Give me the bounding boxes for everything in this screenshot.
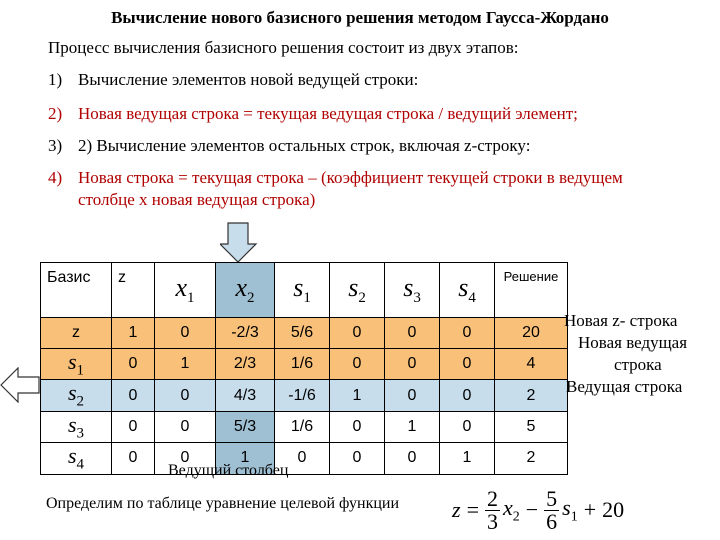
- row-basis: $s_4$: [41, 443, 112, 474]
- table-cell: 1: [440, 443, 495, 474]
- table-cell: 1: [385, 411, 440, 442]
- step-4-continuation: столбце х новая ведущая строка): [78, 190, 316, 209]
- step-2-number: 2): [48, 104, 63, 123]
- label-new-leading-row-1: Новая ведущая: [578, 333, 688, 352]
- header-x2: $x_2$: [216, 263, 275, 318]
- eq-z: z: [452, 497, 461, 522]
- header-s1: $s_1$: [275, 263, 330, 318]
- table-cell: 0: [385, 443, 440, 474]
- table-header-row: [41, 263, 568, 318]
- row-basis: z: [41, 318, 112, 349]
- table-cell: 0: [385, 318, 440, 349]
- table-cell: 1: [112, 318, 155, 349]
- page-title: Вычисление нового базисного решения методом Гаусса-Жордано: [111, 8, 609, 27]
- table-cell: 2: [495, 443, 568, 474]
- table-cell: 1: [155, 349, 216, 380]
- table-cell: 0: [112, 380, 155, 411]
- table-cell: 1: [330, 380, 385, 411]
- table-cell: -1/6: [275, 380, 330, 411]
- table-cell: 2/3: [216, 349, 275, 380]
- objective-equation: [452, 482, 624, 538]
- table-cell: 0: [330, 349, 385, 380]
- header-s2: $s_2$: [330, 263, 385, 318]
- header-s4: $s_4$: [440, 263, 495, 318]
- table-cell: 20: [495, 318, 568, 349]
- eq-plus: +: [583, 497, 597, 522]
- table-cell: 0: [112, 349, 155, 380]
- table-cell: 0: [330, 411, 385, 442]
- leading-column-label: Ведущий столбец: [168, 462, 289, 479]
- header-basis: Базис: [41, 263, 112, 318]
- table-row: [41, 349, 568, 380]
- fraction-1: $\frac{2}{3}$: [486, 485, 498, 534]
- step-4: [48, 168, 623, 188]
- table-cell: 0: [155, 411, 216, 442]
- table-cell: 0: [275, 443, 330, 474]
- table-cell: 5/6: [275, 318, 330, 349]
- step-1-number: 1): [48, 70, 63, 89]
- eq-equals: =: [466, 497, 479, 522]
- label-new-leading-row-2: строка: [614, 355, 662, 374]
- table-cell: 0: [112, 443, 155, 474]
- arrow-left-icon: [0, 367, 40, 403]
- table-cell: 5/3: [216, 411, 275, 442]
- step-4-number: 4): [48, 168, 63, 187]
- table-cell: 1: [216, 443, 275, 474]
- table-cell: 0: [440, 411, 495, 442]
- table-cell: 0: [155, 380, 216, 411]
- table-cell: 0: [440, 380, 495, 411]
- table-row: [41, 318, 568, 349]
- table-cell: 0: [385, 380, 440, 411]
- table-cell: 4: [495, 349, 568, 380]
- eq-var-2: $s_1$: [562, 494, 578, 525]
- eq-minus: −: [525, 497, 539, 522]
- table-cell: -2/3: [216, 318, 275, 349]
- header-x1: $x_1$: [155, 263, 216, 318]
- table-cell: 4/3: [216, 380, 275, 411]
- step-4-text: Новая строка = текущая строка – (коэффициент текущей строки в ведущем: [78, 168, 623, 187]
- table-cell: 2: [495, 380, 568, 411]
- table-cell: 1/6: [275, 411, 330, 442]
- header-s3: $s_3$: [385, 263, 440, 318]
- step-1: [48, 70, 418, 90]
- step-3: [48, 136, 530, 156]
- label-leading-row: Ведущая строка: [566, 377, 683, 396]
- table-cell: 5: [495, 411, 568, 442]
- intro-text: Процесс вычисления базисного решения состоит из двух этапов:: [48, 38, 519, 57]
- eq-var-1: $x_2$: [502, 494, 520, 525]
- footer-text: Определим по таблице уравнение целевой функции: [46, 495, 400, 512]
- table-row: [41, 411, 568, 442]
- step-3-number: 3): [48, 136, 63, 155]
- table-row: [41, 380, 568, 411]
- label-new-z-row: Новая z- строка: [564, 311, 678, 330]
- table-cell: 0: [330, 443, 385, 474]
- table-cell: 0: [330, 318, 385, 349]
- eq-constant: 20: [602, 497, 625, 522]
- row-basis: $s_2$: [41, 380, 112, 411]
- step-1-text: Вычисление элементов новой ведущей строки:: [78, 70, 419, 89]
- table-cell: 1/6: [275, 349, 330, 380]
- row-basis: $s_3$: [41, 411, 112, 442]
- table-cell: 0: [440, 318, 495, 349]
- row-basis: $s_1$: [41, 349, 112, 380]
- table-cell: 0: [155, 318, 216, 349]
- table-row: [41, 443, 568, 474]
- step-3-text: 2) Вычисление элементов остальных строк, включая z-строку:: [78, 136, 531, 155]
- simplex-table: [40, 262, 568, 475]
- header-z: z: [112, 263, 155, 318]
- step-2: [48, 104, 578, 124]
- step-2-text: Новая ведущая строка = текущая ведущая строка / ведущий элемент;: [78, 104, 578, 123]
- table-cell: 0: [155, 443, 216, 474]
- fraction-2: $\frac{5}{6}$: [546, 485, 558, 534]
- header-solution: Решение: [495, 263, 568, 318]
- arrow-down-icon: [220, 222, 260, 264]
- table-cell: 0: [112, 411, 155, 442]
- table-cell: 0: [385, 349, 440, 380]
- table-cell: 0: [440, 349, 495, 380]
